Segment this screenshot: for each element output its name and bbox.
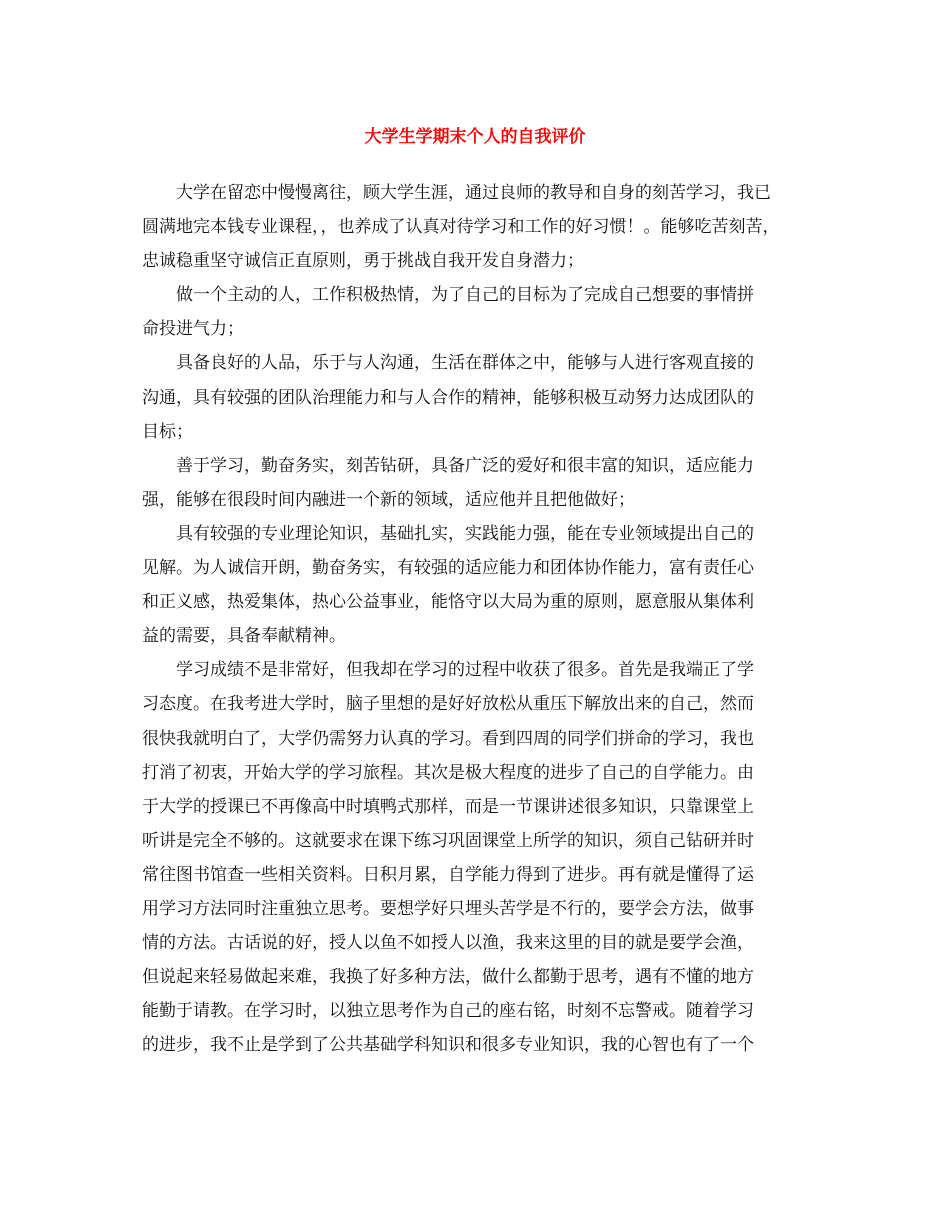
text-line: 用学习方法同时注重独立思考。要想学好只埋头苦学是不行的，要学会方法，做事 <box>142 898 754 919</box>
text-line: 打消了初衷，开始大学的学习旅程。其次是极大程度的进步了自己的自学能力。由 <box>142 762 754 783</box>
text-line: 做一个主动的人，工作积极热情，为了自己的目标为了完成自己想要的事情拼 <box>176 285 754 306</box>
paragraph <box>142 346 812 448</box>
document-body <box>142 176 812 1062</box>
text-line: 大学在留恋中慢慢离往，顾大学生涯，通过良师的教导和自身的刻苦学习，我已 <box>176 183 771 203</box>
paragraph <box>142 278 812 346</box>
text-line: 能勤于请教。在学习时，以独立思考作为自己的座右铭，时刻不忘警戒。随着学习 <box>142 1001 754 1022</box>
text-line: 沟通，具有较强的团队治理能力和与人合作的精神，能够积极互动努力达成团队的 <box>142 387 754 408</box>
document-title: 大学生学期末个人的自我评价 <box>364 127 586 147</box>
text-line: 常往图书馆查一些相关资料。日积月累，自学能力得到了进步。再有就是懂得了运 <box>142 864 754 885</box>
text-line: 命投进气力； <box>142 319 244 340</box>
text-line: 见解。为人诚信开朗，勤奋务实，有较强的适应能力和团体协作能力，富有责任心 <box>142 558 754 579</box>
paragraph <box>142 517 812 653</box>
text-line: 习态度。在我考进大学时，脑子里想的是好好放松从重压下解放出来的自己，然而 <box>142 694 754 715</box>
text-line: 具有较强的专业理论知识，基础扎实，实践能力强，能在专业领域提出自己的 <box>176 523 754 544</box>
text-line: 但说起来轻易做起来难，我换了好多种方法，做什么都勤于思考，遇有不懂的地方 <box>142 967 754 988</box>
text-line: 善于学习，勤奋务实，刻苦钻研，具备广泛的爱好和很丰富的知识，适应能力 <box>176 455 754 476</box>
text-line: 很快我就明白了，大学仍需努力认真的学习。看到四周的同学们拼命的学习，我也 <box>142 728 754 749</box>
text-line: 益的需要，具备奉献精神。 <box>142 626 346 647</box>
paragraph <box>142 653 812 1062</box>
text-line: 圆满地完本钱专业课程，，也养成了认真对待学习和工作的好习惯！。能够吃苦刻苦， <box>142 217 780 238</box>
text-line: 强，能够在很段时间内融进一个新的领域，适应他并且把他做好； <box>142 489 635 510</box>
text-line: 忠诚稳重坚守诚信正直原则，勇于挑战自我开发自身潜力； <box>142 251 584 272</box>
paragraph <box>142 449 812 517</box>
text-line: 听讲是完全不够的。这就要求在课下练习巩固课堂上所学的知识，须自己钻研并时 <box>142 830 754 851</box>
paragraph <box>142 176 812 278</box>
text-line: 于大学的授课已不再像高中时填鸭式那样，而是一节课讲述很多知识，只靠课堂上 <box>142 796 754 817</box>
text-line: 和正义感，热爱集体，热心公益事业，能恪守以大局为重的原则，愿意服从集体利 <box>142 592 754 613</box>
text-line: 目标； <box>142 421 193 442</box>
text-line: 具备良好的人品，乐于与人沟通，生活在群体之中，能够与人进行客观直接的 <box>176 353 754 374</box>
text-line: 的进步，我不止是学到了公共基础学科知识和很多专业知识，我的心智也有了一个 <box>142 1035 754 1056</box>
text-line: 学习成绩不是非常好，但我却在学习的过程中收获了很多。首先是我端正了学 <box>176 660 754 681</box>
text-line: 情的方法。古话说的好，授人以鱼不如授人以渔，我来这里的目的就是要学会渔， <box>142 933 754 954</box>
